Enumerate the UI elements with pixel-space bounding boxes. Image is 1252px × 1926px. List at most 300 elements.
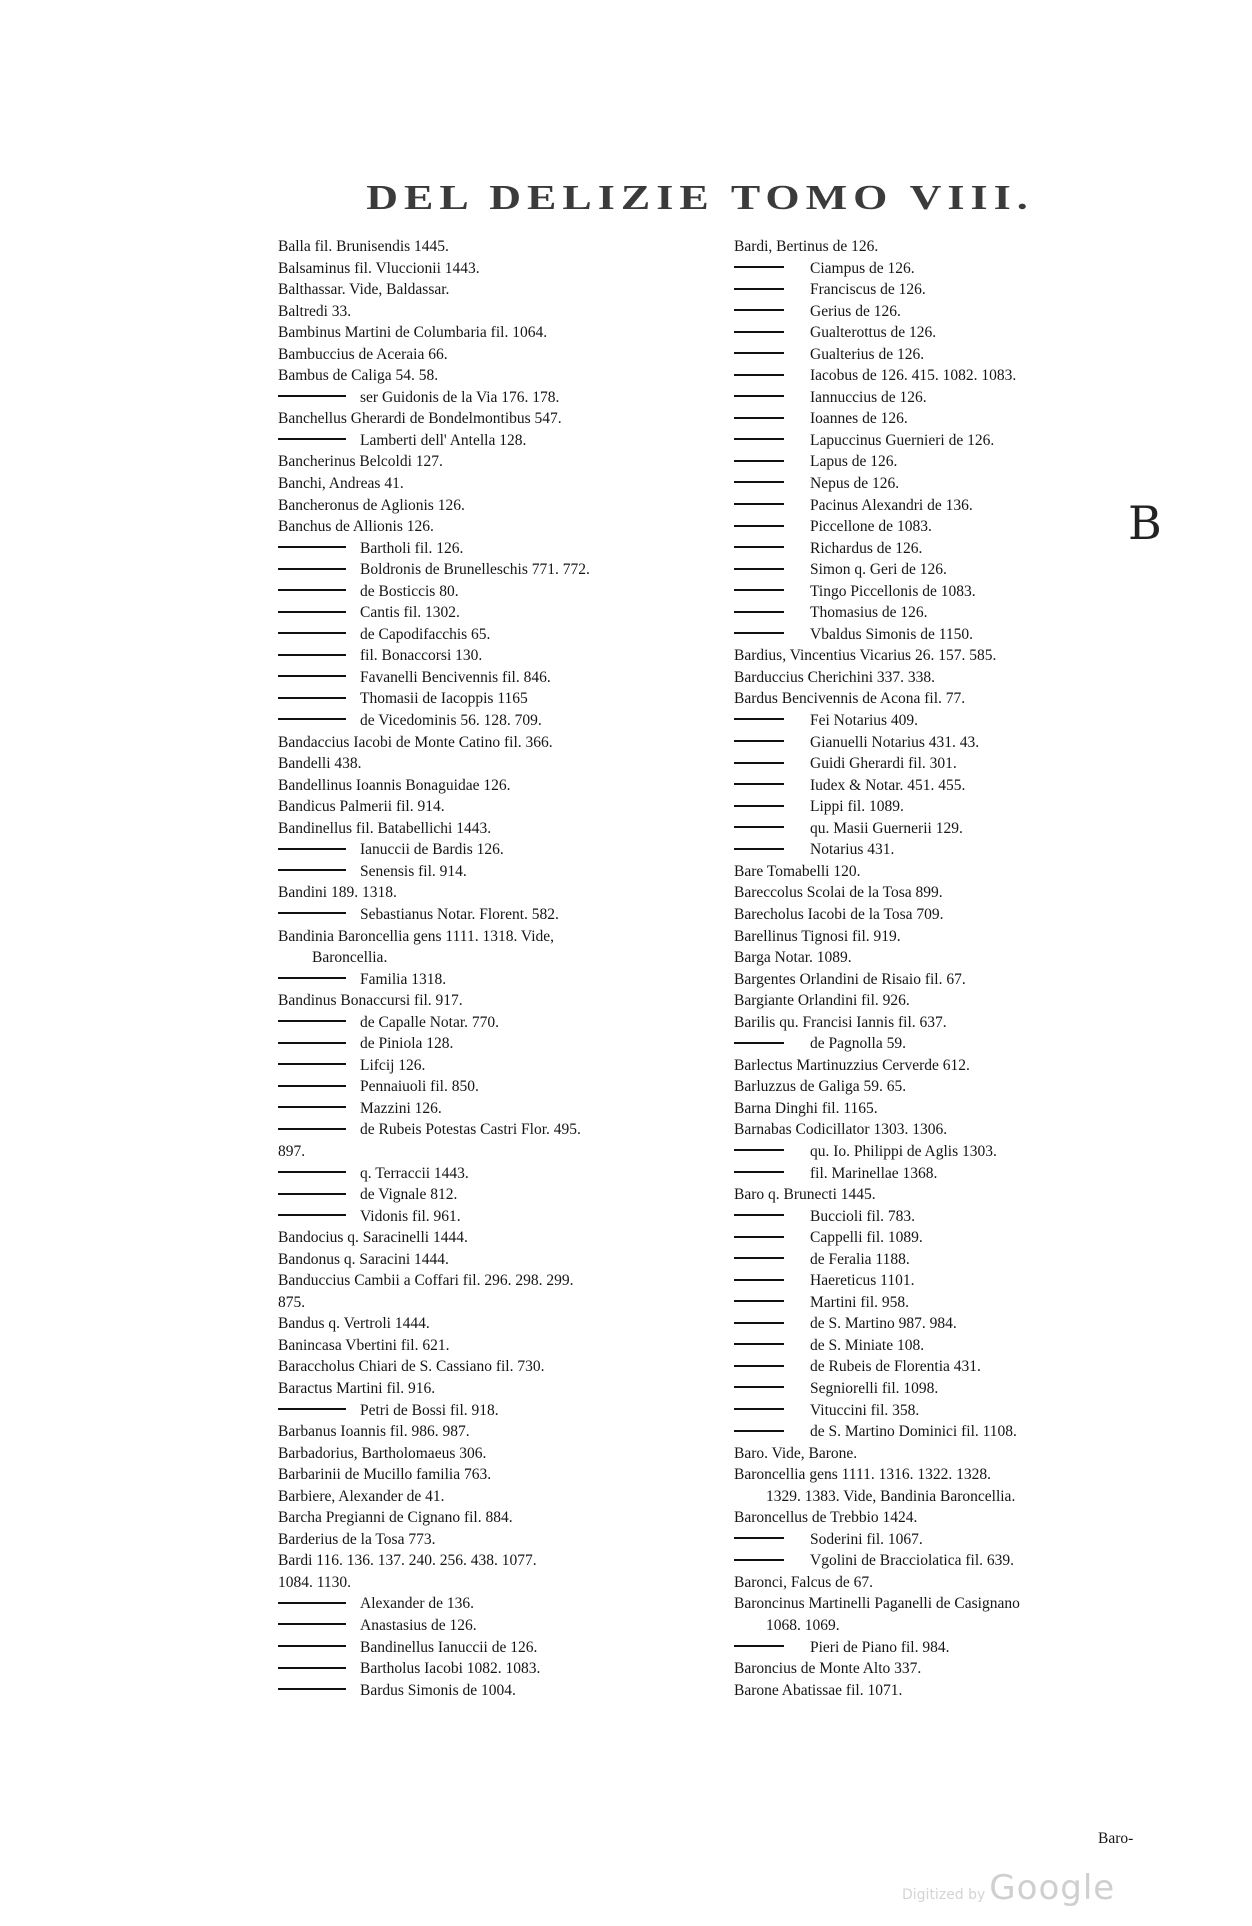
entry-text: Martini fil. 958. bbox=[810, 1293, 910, 1311]
entry-text: Tingo Piccellonis de 1083. bbox=[810, 582, 976, 600]
index-entry bbox=[734, 365, 1174, 387]
index-entry bbox=[278, 645, 698, 667]
entry-text: Bancherinus Belcoldi 127. bbox=[278, 453, 443, 471]
index-entry bbox=[734, 904, 1174, 926]
entry-text: Lapuccinus Guernieri de 126. bbox=[810, 431, 995, 449]
ditto-dash bbox=[734, 1171, 784, 1173]
index-entry bbox=[734, 1550, 1174, 1572]
entry-text: Familia 1318. bbox=[360, 970, 447, 988]
index-entry bbox=[278, 1033, 698, 1055]
entry-text: Senensis fil. 914. bbox=[360, 862, 467, 880]
entry-text: Baraccholus Chiari de S. Cassiano fil. 730. bbox=[278, 1358, 545, 1376]
entry-text: Bargiante Orlandini fil. 926. bbox=[734, 992, 910, 1010]
entry-text: Bandinellus Ianuccii de 126. bbox=[360, 1638, 538, 1656]
ditto-dash bbox=[734, 1386, 784, 1388]
ditto-dash bbox=[278, 395, 346, 397]
index-entry bbox=[734, 990, 1174, 1012]
index-entry bbox=[734, 882, 1174, 904]
index-entry bbox=[278, 1550, 698, 1572]
index-entry bbox=[734, 1378, 1174, 1400]
ditto-dash bbox=[734, 1408, 784, 1410]
index-entry bbox=[278, 688, 698, 710]
entry-text: Bandini 189. 1318. bbox=[278, 884, 397, 902]
entry-text: Iudex & Notar. 451. 455. bbox=[810, 776, 966, 794]
index-entry bbox=[278, 322, 698, 344]
entry-text: Baroncellia gens 1111. 1316. 1322. 1328. bbox=[734, 1466, 991, 1484]
index-entry bbox=[734, 1593, 1174, 1615]
ditto-dash bbox=[278, 1063, 346, 1065]
index-entry bbox=[278, 753, 698, 775]
index-entry bbox=[278, 624, 698, 646]
index-entry bbox=[278, 732, 698, 754]
index-entry bbox=[278, 1012, 698, 1034]
entry-text: Bargentes Orlandini de Risaio fil. 67. bbox=[734, 970, 966, 988]
ditto-dash bbox=[734, 266, 784, 268]
ditto-dash bbox=[278, 1667, 346, 1669]
index-entry bbox=[734, 1356, 1174, 1378]
ditto-dash bbox=[734, 1343, 784, 1345]
ditto-dash bbox=[278, 1214, 346, 1216]
side-letter-mark: B bbox=[1128, 496, 1162, 550]
ditto-dash bbox=[734, 288, 784, 290]
ditto-dash bbox=[278, 611, 346, 613]
entry-text: Bardus Simonis de 1004. bbox=[360, 1681, 516, 1699]
entry-text: Baro. Vide, Barone. bbox=[734, 1444, 858, 1462]
entry-text: Bandicus Palmerii fil. 914. bbox=[278, 798, 445, 816]
entry-text: Bancheronus de Aglionis 126. bbox=[278, 496, 465, 514]
entry-text: Fei Notarius 409. bbox=[810, 712, 919, 730]
entry-text: Cappelli fil. 1089. bbox=[810, 1229, 923, 1247]
ditto-dash bbox=[278, 632, 346, 634]
index-entry bbox=[734, 344, 1174, 366]
ditto-dash bbox=[734, 611, 784, 613]
entry-text: Richardus de 126. bbox=[810, 539, 923, 557]
entry-text: Pennaiuoli fil. 850. bbox=[360, 1078, 479, 1096]
ditto-dash bbox=[278, 1645, 346, 1647]
ditto-dash bbox=[734, 718, 784, 720]
entry-text: de Piniola 128. bbox=[360, 1035, 454, 1053]
index-entry bbox=[278, 1184, 698, 1206]
entry-text: Balla fil. Brunisendis 1445. bbox=[278, 238, 449, 255]
entry-text: de Vicedominis 56. 128. 709. bbox=[360, 712, 542, 730]
entry-text: Pacinus Alexandri de 136. bbox=[810, 496, 973, 514]
entry-text: de Bosticcis 80. bbox=[360, 582, 459, 600]
ditto-dash bbox=[734, 1430, 784, 1432]
ditto-dash bbox=[734, 481, 784, 483]
entry-text: 875. bbox=[278, 1293, 306, 1311]
entry-text: Balsaminus fil. Vluccionii 1443. bbox=[278, 259, 480, 277]
entry-text: Bardi, Bertinus de 126. bbox=[734, 238, 879, 255]
index-entry bbox=[278, 1658, 698, 1680]
entry-text: Soderini fil. 1067. bbox=[810, 1530, 923, 1548]
ditto-dash bbox=[278, 697, 346, 699]
ditto-dash bbox=[278, 1602, 346, 1604]
index-entry bbox=[734, 236, 1174, 258]
ditto-dash bbox=[734, 632, 784, 634]
index-entry bbox=[734, 408, 1174, 430]
index-entry bbox=[734, 1507, 1174, 1529]
ditto-dash bbox=[278, 675, 346, 677]
index-entry bbox=[278, 882, 698, 904]
entry-text: Cantis fil. 1302. bbox=[360, 604, 460, 622]
ditto-dash bbox=[278, 1106, 346, 1108]
entry-text: Bartholi fil. 126. bbox=[360, 539, 464, 557]
index-entry bbox=[278, 516, 698, 538]
entry-text: Ianuccii de Bardis 126. bbox=[360, 841, 504, 859]
index-entry bbox=[734, 1227, 1174, 1249]
index-entry bbox=[734, 688, 1174, 710]
index-entry bbox=[278, 1163, 698, 1185]
index-entry bbox=[278, 1593, 698, 1615]
index-entry bbox=[278, 559, 698, 581]
entry-text: Bandus q. Vertroli 1444. bbox=[278, 1315, 430, 1333]
entry-text: de Capodifacchis 65. bbox=[360, 625, 491, 643]
index-entry bbox=[734, 1658, 1174, 1680]
entry-text: Alexander de 136. bbox=[360, 1595, 475, 1613]
entry-text: de S. Martino Dominici fil. 1108. bbox=[810, 1423, 1017, 1441]
entry-text: Baroncellus de Trebbio 1424. bbox=[734, 1509, 918, 1527]
ditto-dash bbox=[734, 460, 784, 462]
entry-text: fil. Bonaccorsi 130. bbox=[360, 647, 483, 665]
ditto-dash bbox=[734, 309, 784, 311]
index-entry bbox=[734, 1486, 1174, 1508]
ditto-dash bbox=[278, 654, 346, 656]
ditto-dash bbox=[278, 848, 346, 850]
entry-text: Banduccius Cambii a Coffari fil. 296. 298. 299. bbox=[278, 1272, 574, 1290]
index-entry bbox=[734, 1529, 1174, 1551]
index-entry bbox=[734, 1421, 1174, 1443]
index-entry bbox=[278, 1378, 698, 1400]
google-watermark bbox=[902, 1868, 1115, 1908]
index-entry bbox=[278, 279, 698, 301]
index-entry bbox=[278, 1119, 698, 1141]
index-entry bbox=[278, 1615, 698, 1637]
entry-text: Baroncius de Monte Alto 337. bbox=[734, 1660, 922, 1678]
entry-text: Baractus Martini fil. 916. bbox=[278, 1379, 436, 1397]
entry-text: Bandocius q. Saracinelli 1444. bbox=[278, 1229, 468, 1247]
index-entry bbox=[278, 1486, 698, 1508]
index-entry bbox=[734, 473, 1174, 495]
index-entry bbox=[734, 1098, 1174, 1120]
index-entry bbox=[734, 732, 1174, 754]
ditto-dash bbox=[278, 977, 346, 979]
index-entry bbox=[734, 581, 1174, 603]
entry-text: Barduccius Cherichini 337. 338. bbox=[734, 668, 936, 686]
entry-text: Notarius 431. bbox=[810, 841, 895, 859]
index-entry bbox=[278, 904, 698, 926]
index-entry bbox=[278, 1464, 698, 1486]
entry-text: Bandinus Bonaccursi fil. 917. bbox=[278, 992, 463, 1010]
left-index-column bbox=[278, 236, 698, 1701]
ditto-dash bbox=[734, 848, 784, 850]
index-entry bbox=[278, 1292, 698, 1314]
ditto-dash bbox=[734, 762, 784, 764]
entry-text: Bandaccius Iacobi de Monte Catino fil. 366. bbox=[278, 733, 553, 751]
entry-text: Vituccini fil. 358. bbox=[810, 1401, 920, 1419]
index-entry bbox=[278, 602, 698, 624]
index-entry bbox=[278, 1421, 698, 1443]
entry-text: Ioannes de 126. bbox=[810, 410, 908, 428]
index-entry bbox=[734, 301, 1174, 323]
ditto-dash bbox=[734, 1042, 784, 1044]
index-entry bbox=[278, 1400, 698, 1422]
entry-text: Gualterius de 126. bbox=[810, 345, 925, 363]
index-entry bbox=[278, 1335, 698, 1357]
ditto-dash bbox=[734, 826, 784, 828]
entry-text: Barnabas Codicillator 1303. 1306. bbox=[734, 1121, 948, 1139]
ditto-dash bbox=[734, 1645, 784, 1647]
entry-text: de Feralia 1188. bbox=[810, 1250, 910, 1268]
entry-text: Barilis qu. Francisi Iannis fil. 637. bbox=[734, 1013, 947, 1031]
entry-text: Anastasius de 126. bbox=[360, 1617, 477, 1634]
index-entry bbox=[734, 1292, 1174, 1314]
entry-text: 897. bbox=[278, 1142, 306, 1160]
ditto-dash bbox=[734, 395, 784, 397]
index-entry bbox=[734, 667, 1174, 689]
entry-text: Buccioli fil. 783. bbox=[810, 1207, 916, 1225]
entry-text: fil. Marinellae 1368. bbox=[810, 1164, 938, 1182]
ditto-dash bbox=[278, 546, 346, 548]
index-entry bbox=[734, 947, 1174, 969]
ditto-dash bbox=[278, 1408, 346, 1410]
index-entry bbox=[278, 473, 698, 495]
index-entry bbox=[734, 451, 1174, 473]
entry-text: Bambuccius de Aceraia 66. bbox=[278, 345, 448, 363]
entry-text: de S. Miniate 108. bbox=[810, 1336, 925, 1354]
index-entry bbox=[278, 1076, 698, 1098]
index-entry bbox=[734, 1313, 1174, 1335]
watermark-name: Google bbox=[989, 1868, 1116, 1908]
entry-text: Barbarinii de Mucillo familia 763. bbox=[278, 1466, 492, 1484]
entry-text: Pieri de Piano fil. 984. bbox=[810, 1638, 950, 1656]
index-entry bbox=[278, 1141, 698, 1163]
entry-text: Iacobus de 126. 415. 1082. 1083. bbox=[810, 367, 1017, 385]
index-entry bbox=[278, 1356, 698, 1378]
index-entry bbox=[734, 538, 1174, 560]
index-entry bbox=[278, 581, 698, 603]
index-entry bbox=[734, 1680, 1174, 1702]
ditto-dash bbox=[734, 1236, 784, 1238]
ditto-dash bbox=[734, 1214, 784, 1216]
entry-text: Lapus de 126. bbox=[810, 453, 898, 471]
index-entry bbox=[734, 839, 1174, 861]
index-entry bbox=[734, 1119, 1174, 1141]
index-entry bbox=[734, 645, 1174, 667]
entry-text: Barbanus Ioannis fil. 986. 987. bbox=[278, 1423, 470, 1441]
entry-text: Bartholus Iacobi 1082. 1083. bbox=[360, 1660, 541, 1678]
index-entry bbox=[278, 344, 698, 366]
entry-text: de Capalle Notar. 770. bbox=[360, 1013, 500, 1031]
entry-text: Nepus de 126. bbox=[810, 475, 900, 493]
index-entry bbox=[734, 516, 1174, 538]
entry-text: Baroncinus Martinelli Paganelli de Casignano bbox=[734, 1595, 1020, 1613]
entry-text: Bandellinus Ioannis Bonaguidae 126. bbox=[278, 776, 511, 794]
index-entry bbox=[734, 1249, 1174, 1271]
ditto-dash bbox=[278, 1171, 346, 1173]
ditto-dash bbox=[734, 805, 784, 807]
entry-text: Segniorelli fil. 1098. bbox=[810, 1379, 939, 1397]
index-entry bbox=[278, 839, 698, 861]
index-entry bbox=[734, 1637, 1174, 1659]
index-entry bbox=[278, 451, 698, 473]
ditto-dash bbox=[734, 740, 784, 742]
entry-text: de Vignale 812. bbox=[360, 1186, 458, 1204]
index-entry bbox=[734, 861, 1174, 883]
entry-text: Vbaldus Simonis de 1150. bbox=[810, 625, 974, 643]
entry-text: Bareccolus Scolai de la Tosa 899. bbox=[734, 884, 943, 902]
index-entry bbox=[278, 408, 698, 430]
entry-text: Banchi, Andreas 41. bbox=[278, 475, 404, 493]
index-entry bbox=[278, 301, 698, 323]
entry-text: de S. Martino 987. 984. bbox=[810, 1315, 957, 1333]
index-entry bbox=[278, 1637, 698, 1659]
ditto-dash bbox=[278, 438, 346, 440]
ditto-dash bbox=[734, 1257, 784, 1259]
index-entry bbox=[278, 1055, 698, 1077]
entry-text: Barlectus Martinuzzius Cerverde 612. bbox=[734, 1056, 970, 1074]
ditto-dash bbox=[734, 546, 784, 548]
catchword: Baro- bbox=[1098, 1830, 1134, 1847]
ditto-dash bbox=[734, 1149, 784, 1151]
index-entry bbox=[278, 1098, 698, 1120]
entry-text: Bardi 116. 136. 137. 240. 256. 438. 1077. bbox=[278, 1552, 537, 1570]
entry-text: Barna Dinghi fil. 1165. bbox=[734, 1099, 878, 1117]
entry-text: qu. Masii Guernerii 129. bbox=[810, 819, 963, 837]
index-entry bbox=[278, 1529, 698, 1551]
ditto-dash bbox=[278, 589, 346, 591]
ditto-dash bbox=[278, 718, 346, 720]
index-entry bbox=[278, 538, 698, 560]
ditto-dash bbox=[734, 1559, 784, 1561]
index-entry bbox=[734, 430, 1174, 452]
index-entry bbox=[278, 667, 698, 689]
ditto-dash bbox=[734, 374, 784, 376]
index-entry bbox=[734, 387, 1174, 409]
index-entry bbox=[278, 495, 698, 517]
right-index-column bbox=[734, 236, 1174, 1701]
entry-text: Lamberti dell' Antella 128. bbox=[360, 431, 527, 449]
entry-text: Barone Abatissae fil. 1071. bbox=[734, 1681, 903, 1699]
index-entry bbox=[278, 430, 698, 452]
entry-text: Franciscus de 126. bbox=[810, 281, 926, 299]
entry-text: Bardus Bencivennis de Acona fil. 77. bbox=[734, 690, 966, 708]
ditto-dash bbox=[278, 568, 346, 570]
entry-text: 1329. 1383. Vide, Bandinia Baroncellia. bbox=[766, 1487, 1016, 1505]
entry-text: 1084. 1130. bbox=[278, 1573, 352, 1591]
entry-text: Iannuccius de 126. bbox=[810, 388, 927, 406]
index-entry bbox=[734, 926, 1174, 948]
index-entry bbox=[734, 1076, 1174, 1098]
index-entry bbox=[278, 1206, 698, 1228]
entry-text: Piccellone de 1083. bbox=[810, 518, 932, 536]
ditto-dash bbox=[734, 1279, 784, 1281]
ditto-dash bbox=[278, 1193, 346, 1195]
entry-text: de Rubeis Potestas Castri Flor. 495. bbox=[360, 1121, 581, 1139]
entry-text: Bandinia Baroncellia gens 1111. 1318. Vide, bbox=[278, 927, 555, 945]
ditto-dash bbox=[278, 1128, 346, 1130]
ditto-dash bbox=[734, 1322, 784, 1324]
entry-text: Bare Tomabelli 120. bbox=[734, 862, 861, 880]
entry-text: Banincasa Vbertini fil. 621. bbox=[278, 1336, 450, 1354]
entry-text: Vidonis fil. 961. bbox=[360, 1207, 461, 1225]
ditto-dash bbox=[734, 352, 784, 354]
ditto-dash bbox=[734, 589, 784, 591]
entry-text: Baltredi 33. bbox=[278, 302, 352, 320]
index-entry bbox=[278, 1270, 698, 1292]
index-entry bbox=[734, 1443, 1174, 1465]
index-entry bbox=[734, 796, 1174, 818]
ditto-dash bbox=[278, 1623, 346, 1625]
ditto-dash bbox=[734, 525, 784, 527]
index-entry bbox=[734, 1033, 1174, 1055]
index-entry bbox=[734, 1615, 1174, 1637]
entry-text: Bardius, Vincentius Vicarius 26. 157. 585. bbox=[734, 647, 997, 665]
index-entry bbox=[278, 861, 698, 883]
ditto-dash bbox=[734, 417, 784, 419]
index-entry bbox=[734, 753, 1174, 775]
page-header: DEL DELIZIE TOMO VIII. bbox=[366, 177, 1034, 218]
index-entry bbox=[278, 710, 698, 732]
entry-text: Lippi fil. 1089. bbox=[810, 798, 904, 816]
entry-text: Bandelli 438. bbox=[278, 755, 362, 773]
index-entry bbox=[734, 1464, 1174, 1486]
entry-text: Baronci, Falcus de 67. bbox=[734, 1573, 874, 1591]
watermark-prefix: Digitized by bbox=[902, 1887, 986, 1903]
ditto-dash bbox=[734, 1300, 784, 1302]
entry-text: Barecholus Iacobi de la Tosa 709. bbox=[734, 905, 944, 923]
entry-text: Petri de Bossi fil. 918. bbox=[360, 1401, 499, 1419]
entry-text: Barbadorius, Bartholomaeus 306. bbox=[278, 1444, 487, 1462]
index-entry bbox=[734, 1012, 1174, 1034]
index-entry bbox=[734, 1206, 1174, 1228]
entry-text: Bandonus q. Saracini 1444. bbox=[278, 1250, 449, 1268]
index-entry bbox=[278, 365, 698, 387]
entry-text: Barga Notar. 1089. bbox=[734, 949, 852, 967]
index-entry bbox=[734, 258, 1174, 280]
index-entry bbox=[278, 1443, 698, 1465]
ditto-dash bbox=[734, 783, 784, 785]
entry-text: Baro q. Brunecti 1445. bbox=[734, 1186, 876, 1204]
index-entry bbox=[734, 1270, 1174, 1292]
index-entry bbox=[734, 559, 1174, 581]
index-entry bbox=[278, 236, 698, 258]
entry-text: Barcha Pregianni de Cignano fil. 884. bbox=[278, 1509, 513, 1527]
ditto-dash bbox=[278, 912, 346, 914]
entry-text: de Rubeis de Florentia 431. bbox=[810, 1358, 981, 1376]
index-entry bbox=[278, 1572, 698, 1594]
entry-text: Barellinus Tignosi fil. 919. bbox=[734, 927, 901, 945]
index-entry bbox=[278, 926, 698, 948]
index-entry bbox=[734, 1141, 1174, 1163]
index-entry bbox=[734, 775, 1174, 797]
entry-text: Thomasius de 126. bbox=[810, 604, 928, 622]
entry-text: Baroncellia. bbox=[312, 949, 388, 967]
entry-text: 1068. 1069. bbox=[766, 1617, 840, 1634]
entry-text: qu. Io. Philippi de Aglis 1303. bbox=[810, 1142, 997, 1160]
entry-text: Bambinus Martini de Columbaria fil. 1064. bbox=[278, 324, 548, 342]
entry-text: Lifcij 126. bbox=[360, 1056, 426, 1074]
index-entry bbox=[734, 1335, 1174, 1357]
entry-text: Banchus de Allionis 126. bbox=[278, 518, 434, 536]
entry-text: Barluzzus de Galiga 59. 65. bbox=[734, 1078, 907, 1096]
entry-text: Thomasii de Iacoppis 1165 bbox=[360, 690, 528, 708]
ditto-dash bbox=[278, 1042, 346, 1044]
entry-text: Guidi Gherardi fil. 301. bbox=[810, 755, 957, 773]
index-entry bbox=[278, 969, 698, 991]
entry-text: Balthassar. Vide, Baldassar. bbox=[278, 281, 450, 299]
index-entry bbox=[734, 1400, 1174, 1422]
index-entry bbox=[278, 947, 698, 969]
